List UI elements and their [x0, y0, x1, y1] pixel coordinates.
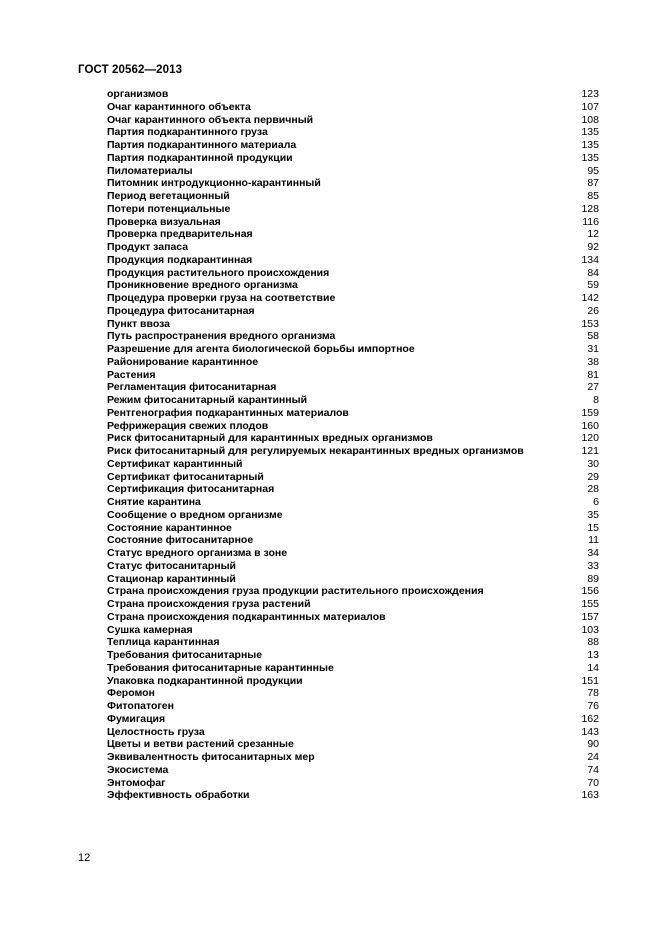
index-entry — [107, 432, 599, 445]
index-entry — [107, 585, 599, 598]
index-page-ref: 13 — [587, 649, 599, 661]
index-page-ref: 151 — [581, 674, 599, 687]
index-term: Проверка предварительная — [107, 228, 253, 241]
index-entry — [107, 547, 599, 560]
index-entry — [107, 254, 599, 267]
index-entry — [107, 152, 599, 165]
index-term: Проверка визуальная — [107, 215, 221, 228]
index-entry — [107, 471, 599, 484]
index-entry — [107, 216, 599, 229]
index-term: Сертификат карантинный — [107, 457, 243, 470]
index-term: Партия подкарантинного материала — [107, 139, 297, 151]
index-entry — [107, 279, 599, 292]
index-entry — [107, 228, 599, 241]
index-page-ref: 81 — [587, 368, 599, 381]
index-term: Путь распространения вредного организма — [107, 330, 336, 343]
index-page-ref: 31 — [587, 343, 599, 355]
index-page-ref: 142 — [581, 292, 599, 304]
index-term: Стационар карантинный — [107, 572, 236, 585]
index-term: Статус фитосанитарный — [107, 559, 236, 572]
index-page-ref: 108 — [581, 113, 599, 126]
index-term: Сушка камерная — [107, 623, 193, 636]
index-entry — [107, 534, 599, 547]
index-page-ref: 85 — [587, 190, 599, 202]
index-page-ref: 128 — [581, 202, 599, 215]
index-term: Регламентация фитосанитарная — [107, 381, 277, 394]
index-page-ref: 135 — [581, 126, 599, 139]
index-term: Фумигация — [107, 712, 166, 725]
index-term: Требования фитосанитарные карантинные — [107, 661, 334, 674]
index-entry — [107, 101, 599, 114]
index-page-ref: 153 — [581, 317, 599, 330]
index-page-ref: 33 — [587, 559, 599, 572]
index-term: Страна происхождения подкарантинных материалов — [107, 610, 386, 623]
index-term: Очаг карантинного объекта — [107, 100, 251, 113]
index-page-ref: 90 — [587, 738, 599, 751]
index-page-ref: 163 — [581, 789, 599, 802]
index-entry — [107, 190, 599, 203]
index-term: Состояние фитосанитарное — [107, 534, 254, 547]
index-page-ref: 123 — [581, 88, 599, 100]
index-entry — [107, 713, 599, 726]
index-page-ref: 14 — [587, 661, 599, 674]
index-entry — [107, 241, 599, 254]
index-page-ref: 162 — [581, 712, 599, 725]
index-term: Риск фитосанитарный для регулируемых некарантинных вредных организмов — [107, 445, 524, 457]
index-page-ref: 157 — [581, 610, 599, 623]
index-page-ref: 58 — [587, 330, 599, 343]
index-entry — [107, 649, 599, 662]
index-entry — [107, 369, 599, 382]
index-page-ref: 35 — [587, 508, 599, 521]
index-page-ref: 120 — [581, 432, 599, 445]
index-page-ref: 11 — [588, 534, 599, 547]
index-term: Страна происхождения груза продукции растительного происхождения — [107, 585, 484, 598]
index-entry — [107, 777, 599, 790]
index-term: Партия подкарантинного груза — [107, 126, 268, 139]
index-page-ref: 160 — [581, 419, 599, 432]
index-page-ref: 84 — [587, 266, 599, 279]
index-page-ref: 74 — [587, 763, 599, 776]
index-term: Риск фитосанитарный для карантинных вредных организмов — [107, 432, 433, 445]
index-term: Энтомофаг — [107, 776, 166, 789]
index-term: Проникновение вредного организма — [107, 279, 298, 292]
index-entry — [107, 726, 599, 739]
index-term: Питомник интродукционно-карантинный — [107, 177, 321, 190]
index-entry — [107, 636, 599, 649]
index-entry — [107, 177, 599, 190]
index-entry — [107, 343, 599, 356]
index-page-ref: 24 — [587, 751, 599, 763]
index-entry — [107, 381, 599, 394]
index-page-ref: 70 — [587, 776, 599, 789]
index-term: Процедура проверки груза на соответствие — [107, 292, 336, 304]
index-page-ref: 26 — [587, 304, 599, 317]
index-term: Целостность груза — [107, 725, 205, 738]
index-page-ref: 12 — [587, 228, 599, 241]
index-term: Эквивалентность фитосанитарных мер — [107, 751, 315, 763]
index-entry — [107, 356, 599, 369]
index-entry — [107, 126, 599, 139]
index-page-ref: 6 — [593, 496, 599, 508]
index-page-ref: 159 — [581, 406, 599, 419]
page-number: 12 — [78, 852, 91, 864]
index-entry — [107, 305, 599, 318]
index-entry — [107, 509, 599, 522]
index-entry — [107, 203, 599, 216]
index-entry — [107, 522, 599, 535]
index-entry — [107, 267, 599, 280]
index-term: Состояние карантинное — [107, 521, 232, 534]
index-entry — [107, 445, 599, 458]
index-entry — [107, 789, 599, 802]
index-page-ref: 143 — [581, 725, 599, 738]
index-page-ref: 30 — [587, 457, 599, 470]
index-term: Партия подкарантинной продукции — [107, 151, 293, 164]
index-page-ref: 107 — [581, 100, 599, 113]
index-term: Рефрижерация свежих плодов — [107, 419, 269, 432]
index-term: Сообщение о вредном организме — [107, 508, 283, 521]
index-term: Сертификат фитосанитарный — [107, 470, 264, 483]
index-term: Режим фитосанитарный карантинный — [107, 394, 308, 406]
document-header: ГОСТ 20562—2013 — [78, 64, 183, 76]
index-entry — [107, 139, 599, 152]
index-page-ref: 135 — [581, 139, 599, 151]
index-entry — [107, 611, 599, 624]
index-term: Продукт запаса — [107, 241, 189, 253]
index-term: Фитопатоген — [107, 700, 174, 712]
index-term: Продукция растительного происхождения — [107, 266, 330, 279]
index-page-ref: 76 — [587, 700, 599, 712]
index-page-ref: 29 — [587, 470, 599, 483]
index-entry — [107, 318, 599, 331]
index-entry — [107, 420, 599, 433]
index-entry — [107, 700, 599, 713]
index-entry — [107, 88, 599, 101]
index-page-ref: 156 — [581, 585, 599, 598]
index-term: Статус вредного организма в зоне — [107, 547, 288, 559]
index-term: Требования фитосанитарные — [107, 649, 263, 661]
index-page-ref: 155 — [581, 598, 599, 610]
index-page-ref: 103 — [581, 623, 599, 636]
index-page-ref: 34 — [587, 547, 599, 559]
index-entry — [107, 598, 599, 611]
index-term: Экосистема — [107, 763, 169, 776]
index-entry — [107, 496, 599, 509]
index-term: Теплица карантинная — [107, 636, 220, 649]
index-entry — [107, 483, 599, 496]
term-index-list — [107, 88, 599, 802]
index-entry — [107, 407, 599, 420]
index-page-ref: 38 — [587, 355, 599, 368]
index-term: Продукция подкарантинная — [107, 253, 253, 266]
index-entry — [107, 114, 599, 127]
index-term: Потери потенциальные — [107, 202, 231, 215]
index-page-ref: 134 — [581, 253, 599, 266]
index-page-ref: 116 — [582, 215, 599, 228]
index-page-ref: 88 — [587, 636, 599, 649]
index-entry — [107, 662, 599, 675]
index-entry — [107, 330, 599, 343]
index-term: Эффективность обработки — [107, 789, 250, 802]
index-term: Очаг карантинного объекта первичный — [107, 113, 314, 126]
index-term: Цветы и ветви растений срезанные — [107, 738, 294, 751]
index-page-ref: 78 — [587, 687, 599, 700]
index-term: Феромон — [107, 687, 155, 700]
index-term: Пункт ввоза — [107, 317, 171, 330]
index-page-ref: 135 — [581, 151, 599, 164]
index-entry — [107, 687, 599, 700]
index-term: Растения — [107, 368, 156, 381]
index-entry — [107, 560, 599, 573]
index-page-ref: 28 — [587, 483, 599, 496]
index-entry — [107, 394, 599, 407]
index-entry — [107, 165, 599, 178]
index-term: Снятие карантина — [107, 496, 201, 508]
index-term: Страна происхождения груза растений — [107, 598, 311, 610]
index-term: Районирование карантинное — [107, 355, 259, 368]
index-page-ref: 8 — [593, 394, 599, 406]
index-page-ref: 15 — [587, 521, 599, 534]
index-entry — [107, 764, 599, 777]
index-term: Разрешение для агента биологической борьбы импортное — [107, 343, 415, 355]
index-entry — [107, 675, 599, 688]
index-entry — [107, 573, 599, 586]
index-entry — [107, 751, 599, 764]
index-page-ref: 121 — [581, 445, 599, 457]
index-page-ref: 92 — [587, 241, 599, 253]
index-term: Пиломатериалы — [107, 164, 193, 177]
index-page-ref: 89 — [587, 572, 599, 585]
index-term: Сертификация фитосанитарная — [107, 483, 275, 496]
index-page-ref: 87 — [587, 177, 599, 190]
index-term: Процедура фитосанитарная — [107, 304, 255, 317]
index-entry — [107, 292, 599, 305]
index-page-ref: 59 — [587, 279, 599, 292]
index-page-ref: 27 — [587, 381, 599, 394]
index-term: организмов — [107, 88, 169, 100]
index-entry — [107, 458, 599, 471]
index-entry — [107, 624, 599, 637]
index-term: Период вегетационный — [107, 190, 230, 202]
index-term: Рентгенография подкарантинных материалов — [107, 406, 349, 419]
index-term: Упаковка подкарантинной продукции — [107, 674, 303, 687]
index-entry — [107, 738, 599, 751]
index-page-ref: 95 — [587, 164, 599, 177]
